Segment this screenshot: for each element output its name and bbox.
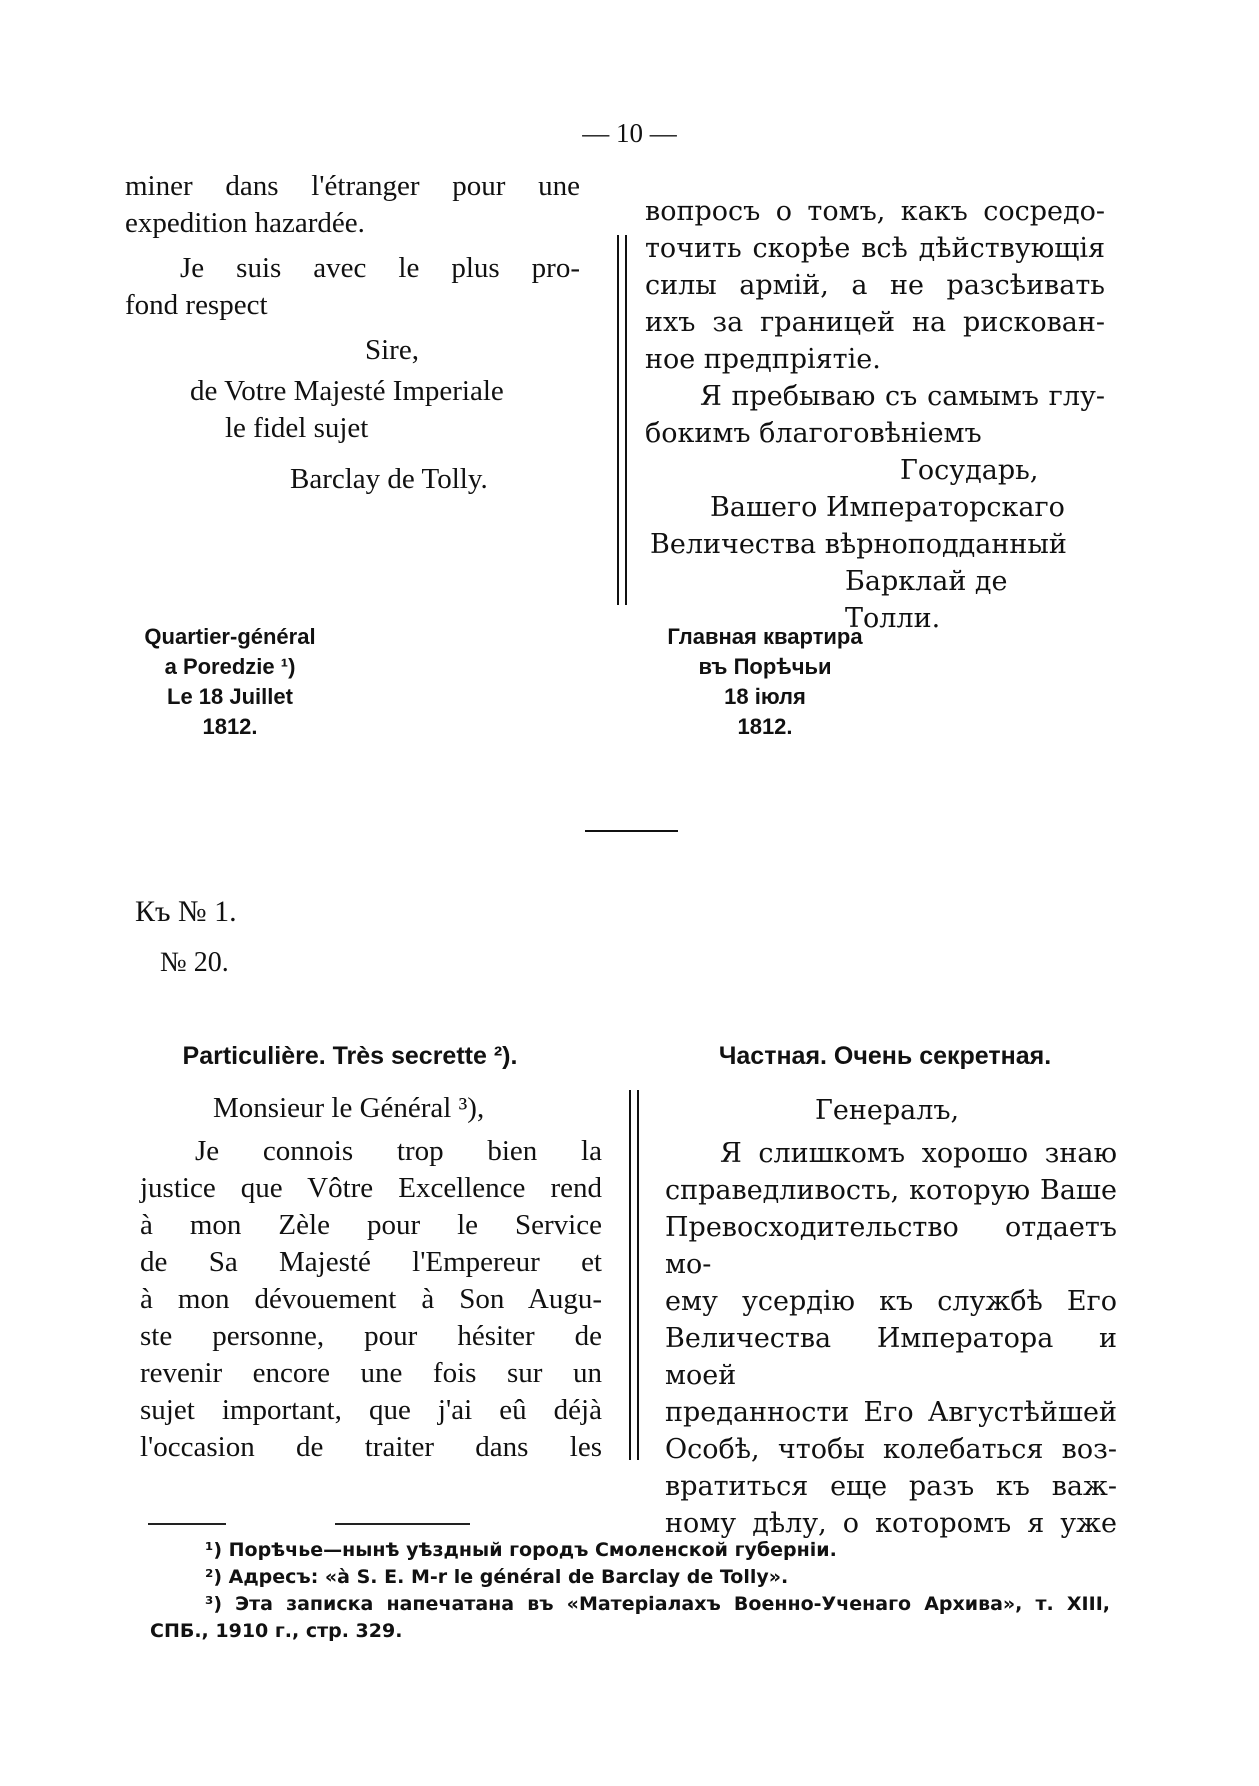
place-line: 18 іюля	[724, 684, 806, 709]
footnotes	[150, 1537, 1110, 1645]
place-line: Le 18 Juillet	[167, 684, 293, 709]
place-date-right	[650, 622, 880, 742]
salutation: Государь,	[900, 455, 1039, 486]
text-line: sujet important, que j'ai eû déjà	[140, 1394, 602, 1426]
text-line: вопросъ о томъ, какъ сосредо-	[645, 196, 1105, 227]
place-line: a Poredzie ¹)	[164, 654, 296, 679]
text-line: Я слишкомъ хорошо знаю	[720, 1138, 1117, 1169]
text-line: Величества Императора и моей	[665, 1323, 1117, 1391]
place-line: въ Порѣчьи	[698, 654, 832, 679]
footnote: ¹) Порѣчье—нынѣ уѣздный городъ Смоленской губерніи.	[205, 1539, 837, 1561]
text-line: Je connois trop bien la	[195, 1135, 602, 1167]
place-line: Главная квартира	[667, 624, 863, 649]
heading-right: Частная. Очень секретная.	[718, 1042, 1052, 1070]
top-right-text	[645, 193, 1105, 637]
text-line: expedition hazardée.	[125, 207, 365, 239]
text-line: точить скорѣе всѣ дѣйствующія	[645, 233, 1105, 264]
footnote-rule	[148, 1523, 226, 1525]
text-line: ному дѣлу, о которомъ я уже	[665, 1508, 1117, 1539]
text-line: miner dans l'étranger pour une	[125, 170, 580, 202]
closing-line: Я пребываю съ самымъ глу-	[700, 381, 1105, 412]
page-number: — 10 —	[582, 118, 677, 148]
top-left-text	[125, 168, 580, 498]
closing-line: fond respect	[125, 289, 268, 321]
section-divider	[585, 830, 678, 832]
text-line: ему усердію къ службѣ Его	[665, 1286, 1117, 1317]
text-line: вратиться еще разъ къ важ-	[665, 1471, 1117, 1502]
place-line: Quartier-général	[144, 624, 316, 649]
text-line: справедливость, которую Ваше	[665, 1175, 1117, 1206]
majesty-line: Вашего Императорскаго	[710, 492, 1065, 523]
subject-line: le fidel sujet	[225, 412, 369, 444]
text-line: de Sa Majesté l'Empereur et	[140, 1246, 602, 1278]
bottom-right-text	[665, 1092, 1117, 1542]
salutation: Sire,	[365, 334, 419, 366]
ref-line-2: № 20.	[160, 947, 229, 978]
majesty-line: de Votre Majesté Imperiale	[190, 375, 504, 407]
text-line: justice que Vôtre Excellence rend	[140, 1172, 602, 1204]
closing-line: бокимъ благоговѣніемъ	[645, 418, 982, 449]
signature: Барклай де Толли.	[845, 566, 1008, 634]
heading-left: Particulière. Très secrette ²).	[182, 1042, 518, 1070]
text-line: à mon dévouement à Son Augu-	[140, 1283, 602, 1315]
text-line: силы армій, а не разсѣивать	[645, 270, 1105, 301]
closing-line: Je suis avec le plus pro-	[180, 252, 580, 284]
bottom-left-text	[140, 1090, 602, 1466]
footnote: ²) Адресъ: «à S. E. M-r le général de Barclay de Tolly».	[205, 1566, 789, 1588]
subject-line: Величества вѣрноподданный	[650, 529, 1067, 560]
greeting: Генералъ,	[815, 1095, 960, 1126]
text-line: à mon Zèle pour le Service	[140, 1209, 602, 1241]
column-divider	[629, 1090, 639, 1460]
text-line: Особѣ, чтобы колебаться воз-	[665, 1434, 1117, 1465]
ref-line-1: Къ № 1.	[135, 895, 237, 928]
text-line: Превосходительство отдаетъ мо-	[665, 1212, 1117, 1280]
text-line: ное предпріятіе.	[645, 344, 881, 375]
text-line: преданности Его Августѣйшей	[665, 1397, 1117, 1428]
text-line: ste personne, pour hésiter de	[140, 1320, 602, 1352]
text-line: ихъ за границей на рискован-	[645, 307, 1105, 338]
footnote-rule	[335, 1523, 470, 1525]
greeting: Monsieur le Général ³),	[213, 1092, 485, 1124]
text-line: revenir encore une fois sur un	[140, 1357, 602, 1389]
footnote: ³) Эта записка напечатана въ «Матеріалахъ Военно-Ученаго Архива», т. XIII, СПБ., 1910 г., стр. 329.	[150, 1593, 1110, 1642]
signature: Barclay de Tolly.	[290, 463, 488, 495]
column-divider	[617, 235, 627, 605]
place-line: 1812.	[737, 714, 793, 739]
place-date-left	[125, 622, 335, 742]
place-line: 1812.	[202, 714, 258, 739]
text-line: l'occasion de traiter dans les	[140, 1431, 602, 1463]
